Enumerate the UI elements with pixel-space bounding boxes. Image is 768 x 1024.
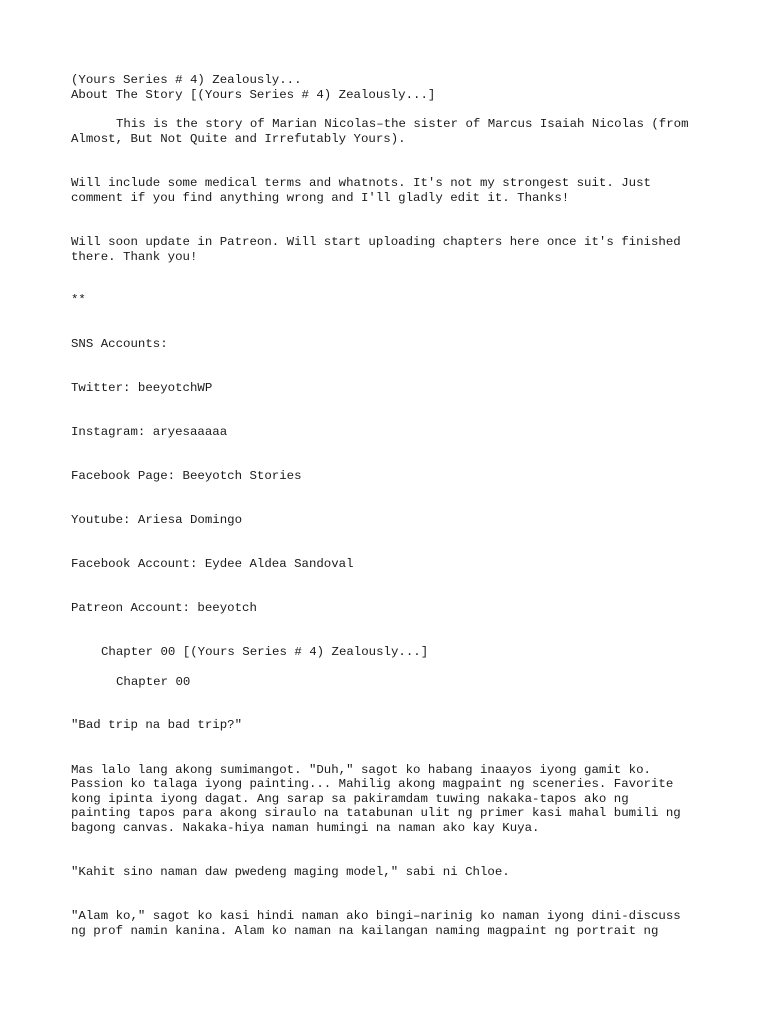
intro-line-1: This is the story of Marian Nicolas–the sister of Marcus Isaiah Nicolas (from <box>116 117 689 131</box>
patreon-note-line-2: there. Thank you! <box>71 250 198 264</box>
facebook-page: Facebook Page: Beeyotch Stories <box>71 469 302 483</box>
chapter-paragraph-2-line-4: painting tapos para akong siraulo na tatabunan ulit ng primer kasi mahal bumili ng <box>71 806 681 820</box>
chapter-title: Chapter 00 <box>116 675 191 689</box>
chapter-heading: Chapter 00 [(Yours Series # 4) Zealously...] <box>101 645 429 659</box>
chapter-paragraph-4-line-1: "Alam ko," sagot ko kasi hindi naman ako bingi–narinig ko naman iyong dini-discuss <box>71 909 681 923</box>
sns-heading: SNS Accounts: <box>71 337 168 351</box>
about-heading: About The Story [(Yours Series # 4) Zealously...] <box>71 88 436 102</box>
patreon-note-line-1: Will soon update in Patreon. Will start uploading chapters here once it's finished <box>71 235 681 249</box>
section-separator: ** <box>71 293 86 307</box>
twitter-account: Twitter: beeyotchWP <box>71 381 213 395</box>
medical-note-line-2: comment if you find anything wrong and I'll gladly edit it. Thanks! <box>71 191 570 205</box>
facebook-account: Facebook Account: Eydee Aldea Sandoval <box>71 557 354 571</box>
chapter-paragraph-2-line-2: Passion ko talaga iyong painting... Mahilig akong magpaint ng sceneries. Favorite <box>71 777 674 791</box>
intro-line-2: Almost, But Not Quite and Irrefutably Yours). <box>71 132 406 146</box>
youtube-account: Youtube: Ariesa Domingo <box>71 513 243 527</box>
medical-note-line-1: Will include some medical terms and whatnots. It's not my strongest suit. Just <box>71 176 651 190</box>
chapter-paragraph-1: "Bad trip na bad trip?" <box>71 718 243 732</box>
chapter-paragraph-2-line-5: bagong canvas. Nakaka-hiya naman humingi na naman ako kay Kuya. <box>71 821 540 835</box>
chapter-paragraph-3: "Kahit sino naman daw pwedeng maging model," sabi ni Chloe. <box>71 865 510 879</box>
patreon-account: Patreon Account: beeyotch <box>71 601 257 615</box>
story-title: (Yours Series # 4) Zealously... <box>71 73 302 87</box>
chapter-paragraph-2-line-1: Mas lalo lang akong sumimangot. "Duh," sagot ko habang inaayos iyong gamit ko. <box>71 763 651 777</box>
instagram-account: Instagram: aryesaaaaa <box>71 425 228 439</box>
chapter-paragraph-4-line-2: ng prof namin kanina. Alam ko naman na kailangan naming magpaint ng portrait ng <box>71 924 659 938</box>
chapter-paragraph-2-line-3: kong ipinta iyong dagat. Ang sarap sa pakiramdam tuwing nakaka-tapos ako ng <box>71 792 629 806</box>
